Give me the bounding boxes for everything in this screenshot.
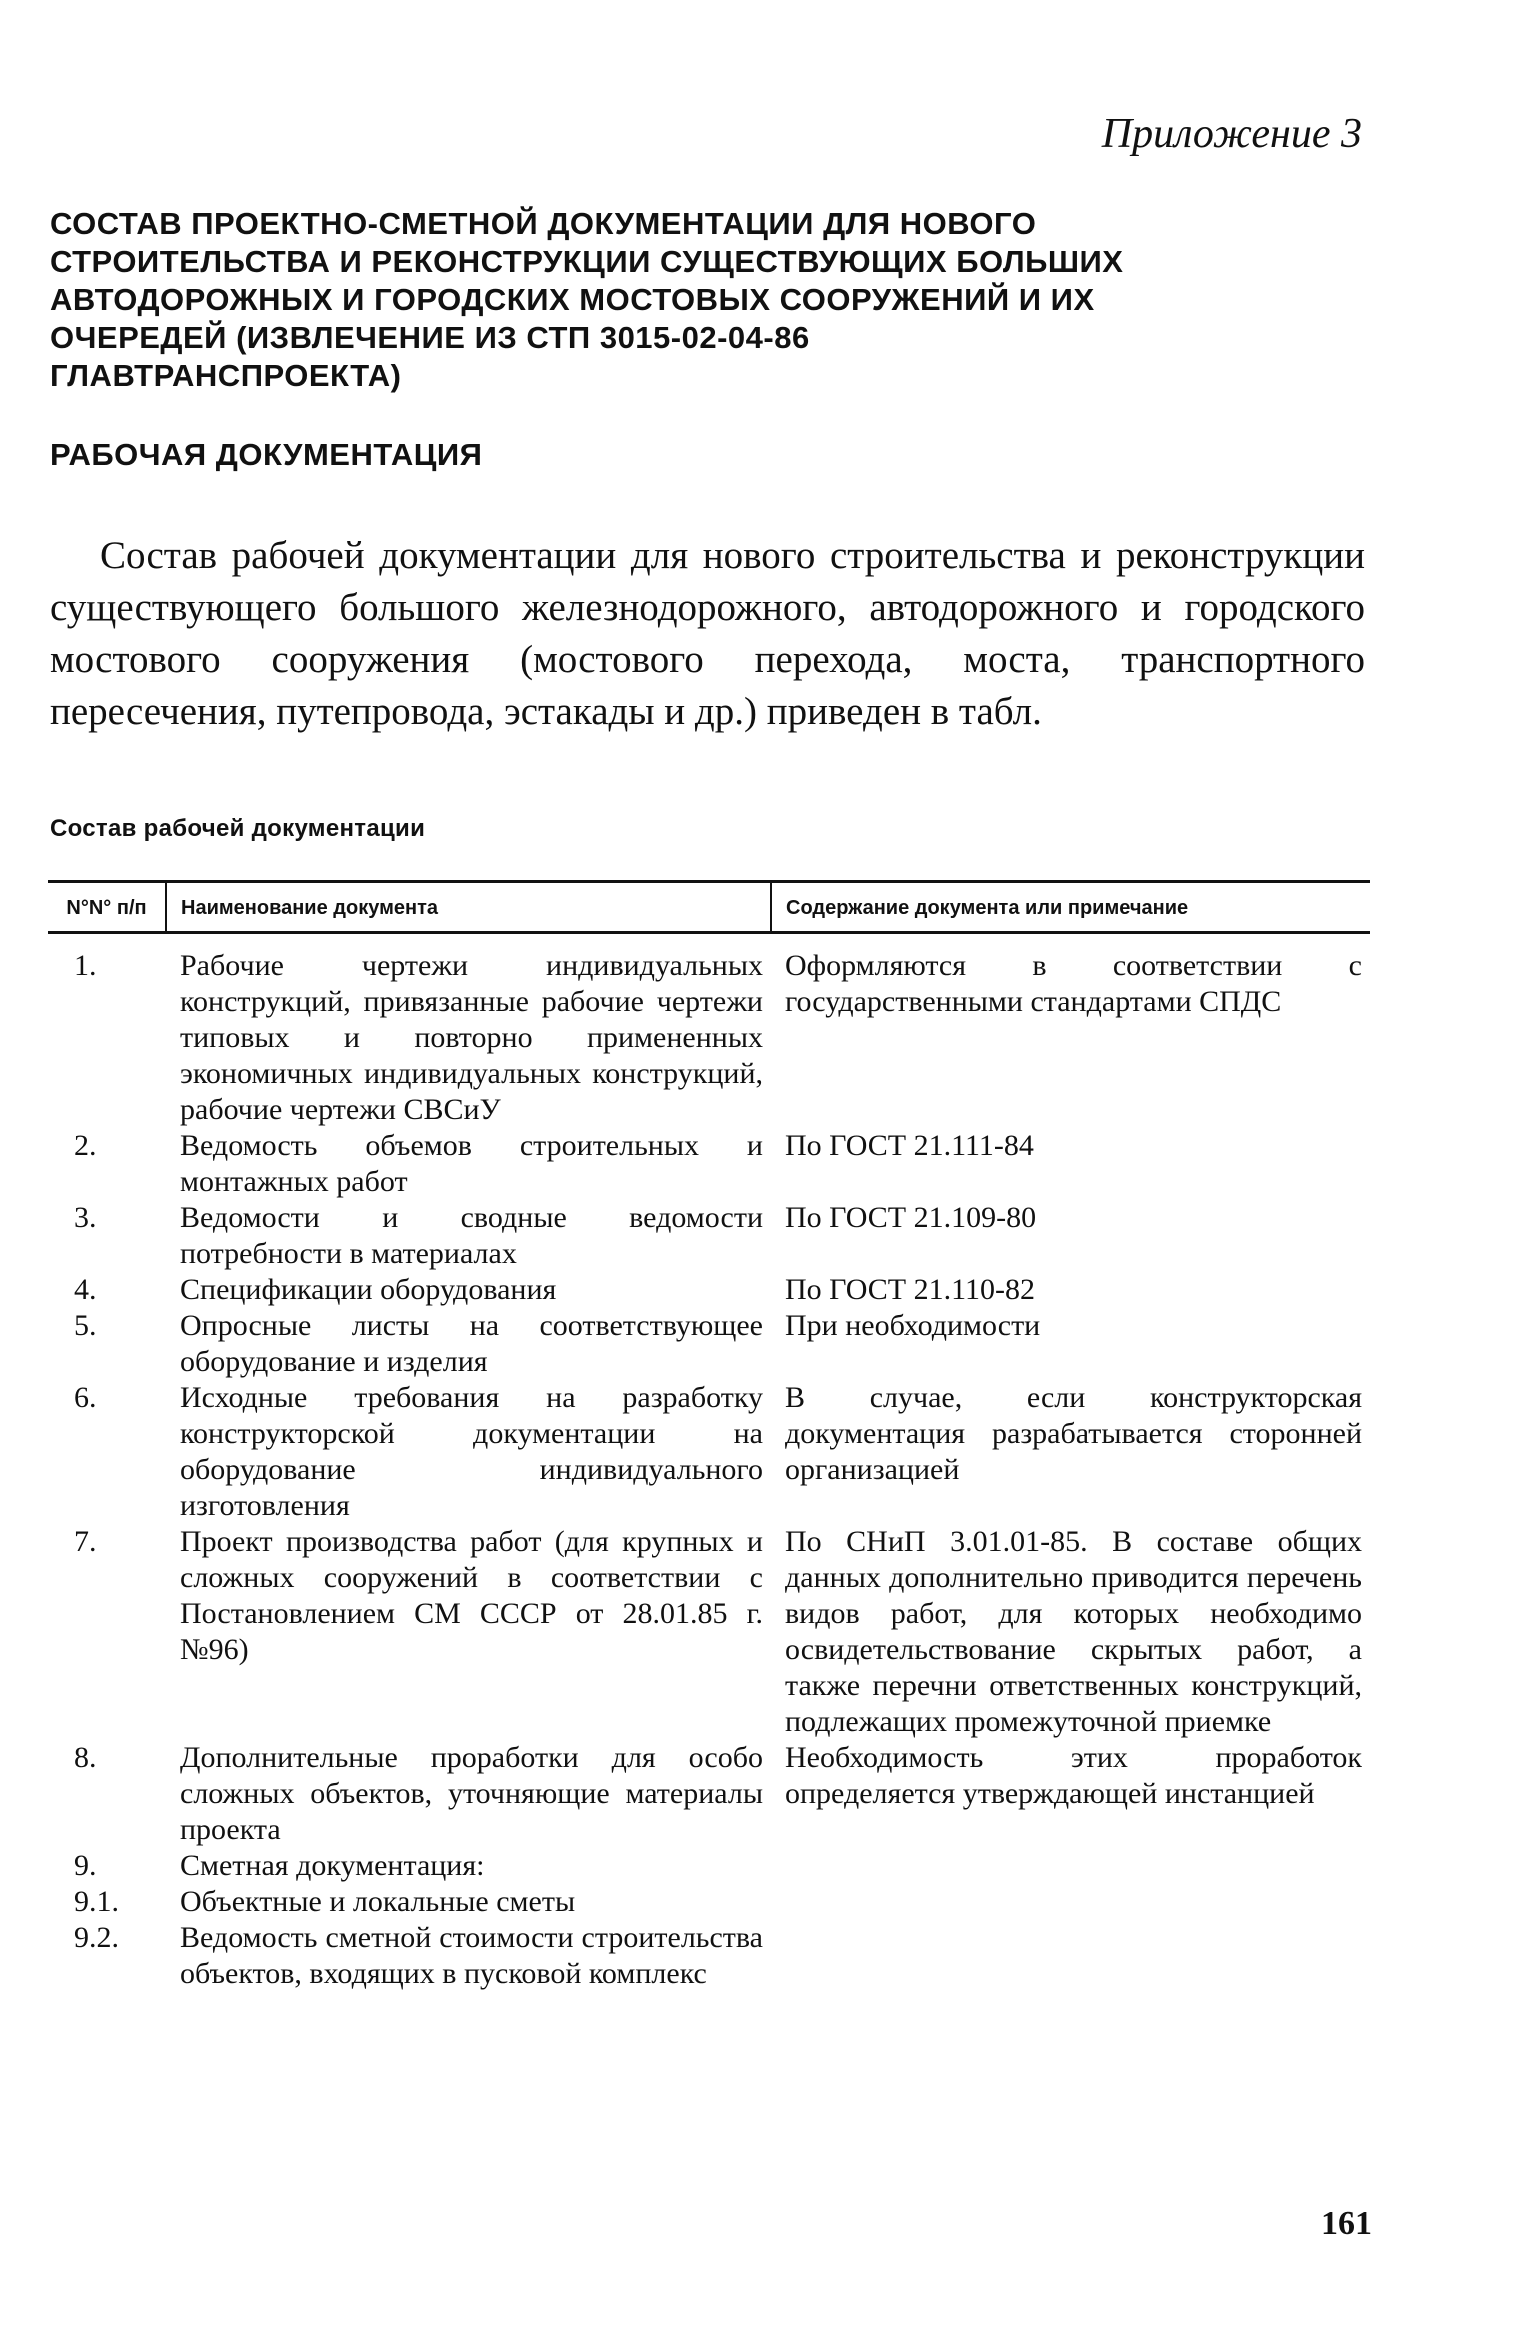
- row-note: Необходимость этих проработок определяется утверждающей инстанцией: [785, 1741, 1362, 1810]
- row-name: Объектные и локальные сметы: [180, 1885, 576, 1918]
- title-line: СОСТАВ ПРОЕКТНО-СМЕТНОЙ ДОКУМЕНТАЦИИ ДЛЯ НОВОГО: [50, 206, 1037, 241]
- table-row: [48, 1128, 1370, 1200]
- table-row: [48, 1740, 1370, 1848]
- row-num: 9.2.: [74, 1921, 119, 1954]
- row-num: 6.: [74, 1381, 97, 1414]
- document-title: [50, 205, 1320, 395]
- row-num: 1.: [74, 949, 97, 982]
- table-row: [48, 1308, 1370, 1380]
- row-name: Ведомость сметной стоимости строительства объектов, входящих в пусковой комплекс: [180, 1921, 763, 1990]
- row-note: По ГОСТ 21.110-82: [785, 1273, 1036, 1306]
- row-note: Оформляются в соответствии с государственными стандартами СПДС: [785, 949, 1362, 1018]
- row-note: [771, 1884, 1370, 1920]
- header-num: N°N° п/п: [48, 882, 166, 933]
- title-line: ОЧЕРЕДЕЙ (ИЗВЛЕЧЕНИЕ ИЗ СТП 3015-02-04-86: [50, 320, 810, 355]
- section-heading: РАБОЧАЯ ДОКУМЕНТАЦИЯ: [50, 437, 483, 472]
- documents-table: [48, 880, 1370, 1992]
- row-name: Дополнительные проработки для особо сложных объектов, уточняющие материалы проекта: [180, 1741, 763, 1846]
- row-note: [771, 1920, 1370, 1992]
- row-name: Проект производства работ (для крупных и сложных сооружений в соответствии с Постановлением СМ СССР от 28.01.85 г. №96): [180, 1525, 763, 1666]
- row-num: 4.: [74, 1273, 97, 1306]
- title-line: АВТОДОРОЖНЫХ И ГОРОДСКИХ МОСТОВЫХ СООРУЖЕНИЙ И ИХ: [50, 282, 1095, 317]
- table-row: [48, 1524, 1370, 1740]
- row-name: Опросные листы на соответствующее оборудование и изделия: [180, 1309, 763, 1378]
- intro-paragraph: Состав рабочей документации для нового строительства и реконструкции существующего большого железнодорожного, автодорожного и городского мостового сооружения (мостового перехода, моста, транспортного пересечения, путепровода, эстакады и др.) приведен в табл.: [50, 534, 1365, 733]
- header-name: Наименование документа: [166, 882, 771, 933]
- appendix-label: Приложение 3: [1101, 111, 1362, 157]
- row-name: Ведомости и сводные ведомости потребности в материалах: [180, 1201, 763, 1270]
- row-num: 7.: [74, 1525, 97, 1558]
- header-note: Содержание документа или примечание: [771, 882, 1370, 933]
- table-row: [48, 1848, 1370, 1884]
- row-name: Исходные требования на разработку конструкторской документации на оборудование индивидуального изготовления: [180, 1381, 763, 1522]
- table-row: [48, 1884, 1370, 1920]
- row-note: [771, 1848, 1370, 1884]
- table-row: [48, 1272, 1370, 1308]
- row-num: 2.: [74, 1129, 97, 1162]
- documents-table-container: [48, 880, 1370, 1992]
- row-note: По ГОСТ 21.109-80: [785, 1201, 1037, 1234]
- row-name: Рабочие чертежи индивидуальных конструкций, привязанные рабочие чертежи типовых и повторно примененных экономичных индивидуальных конструкций, рабочие чертежи СВСиУ: [180, 949, 763, 1126]
- table-caption: Состав рабочей документации: [50, 815, 426, 842]
- table-row: [48, 1200, 1370, 1272]
- title-line: СТРОИТЕЛЬСТВА И РЕКОНСТРУКЦИИ СУЩЕСТВУЮЩИХ БОЛЬШИХ: [50, 244, 1124, 279]
- page-number: 161: [1321, 2205, 1372, 2242]
- row-num: 9.1.: [74, 1885, 119, 1918]
- row-num: 9.: [74, 1849, 97, 1882]
- table-row: [48, 1920, 1370, 1992]
- row-num: 3.: [74, 1201, 97, 1234]
- row-num: 5.: [74, 1309, 97, 1342]
- row-name: Спецификации оборудования: [180, 1273, 557, 1306]
- row-name: Сметная документация:: [180, 1849, 485, 1882]
- row-note: В случае, если конструкторская документация разрабатывается сторонней организацией: [785, 1381, 1362, 1486]
- row-num: 8.: [74, 1741, 97, 1774]
- table-row: [48, 933, 1370, 1129]
- row-note: По ГОСТ 21.111-84: [785, 1129, 1034, 1162]
- table-header-row: [48, 882, 1370, 933]
- row-note: При необходимости: [785, 1309, 1041, 1342]
- table-row: [48, 1380, 1370, 1524]
- title-line: ГЛАВТРАНСПРОЕКТА): [50, 358, 402, 393]
- row-name: Ведомость объемов строительных и монтажных работ: [180, 1129, 763, 1198]
- row-note: По СНиП 3.01.01-85. В составе общих данных дополнительно приводится перечень видов работ, для которых необходимо освидетельствование скрытых работ, а также перечни ответственных конструкций, подлежащих промежуточной приемке: [785, 1525, 1362, 1738]
